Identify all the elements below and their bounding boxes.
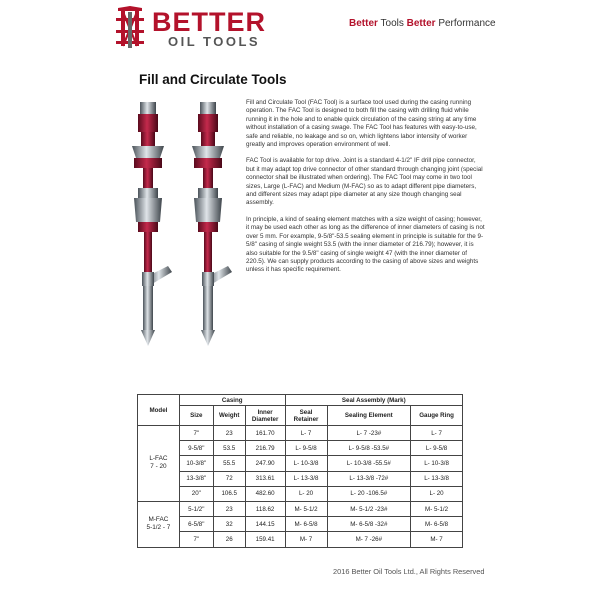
table-row [138, 441, 463, 456]
header-gauge-ring: Gauge Ring [411, 406, 463, 426]
cell-sealing-element: M- 7 -26# [327, 532, 411, 547]
table-subheader-row [138, 406, 463, 426]
cell-gauge-ring: M- 6-5/8 [411, 517, 463, 532]
cell-weight: 72 [213, 471, 245, 486]
cell-sealing-element: L- 9-5/8 -53.5# [327, 441, 411, 456]
cell-inner-diameter: 118.62 [245, 501, 285, 516]
header-size: Size [179, 406, 213, 426]
cell-sealing-element: M- 5-1/2 -23# [327, 501, 411, 516]
table-row [138, 501, 463, 516]
cell-seal-retainer: L- 10-3/8 [285, 456, 327, 471]
cell-inner-diameter: 482.60 [245, 486, 285, 501]
cell-gauge-ring: M- 7 [411, 532, 463, 547]
derrick-logo-icon [112, 6, 148, 50]
cell-size: 6-5/8" [179, 517, 213, 532]
header-inner-diameter: Inner Diameter [245, 406, 285, 426]
header-seal-assembly: Seal Assembly (Mark) [285, 395, 462, 406]
cell-weight: 23 [213, 501, 245, 516]
logo-better-text: BETTER [152, 7, 266, 37]
model-range: 5-1/2 - 7 [146, 524, 171, 532]
tagline-performance: Performance [435, 18, 496, 29]
cell-size: 10-3/8" [179, 456, 213, 471]
tagline-better-2: Better [406, 18, 436, 29]
cell-seal-retainer: M- 5-1/2 [285, 501, 327, 516]
cell-weight: 106.5 [213, 486, 245, 501]
copyright-footer: 2016 Better Oil Tools Ltd., All Rights Reserved [333, 567, 485, 576]
cell-sealing-element: L- 10-3/8 -55.5# [327, 456, 411, 471]
cell-weight: 32 [213, 517, 245, 532]
cell-seal-retainer: L- 7 [285, 426, 327, 441]
tagline [349, 18, 496, 29]
table-row [138, 486, 463, 501]
cell-weight: 55.5 [213, 456, 245, 471]
cell-gauge-ring: L- 7 [411, 426, 463, 441]
cell-seal-retainer: L- 20 [285, 486, 327, 501]
header-sealing-element: Sealing Element [327, 406, 411, 426]
fac-tool-left [132, 102, 172, 346]
table-row [138, 456, 463, 471]
cell-size: 7" [179, 532, 213, 547]
paragraph-availability: FAC Tool is available for top drive. Joint is a standard 4-1/2" IF drill pipe connector, but it may adapt top drive connector of other standard through changing joint (special connector shall be illustrated when ordering). The FAC Tool may come in two tool sizes, Large (L-FAC) and Medium (M-FAC) so as to adapt different pipe diameters, and different sizes may adapt pipe diameter at any size though changing seal assembly. [246, 157, 483, 207]
cell-gauge-ring: L- 20 [411, 486, 463, 501]
cell-gauge-ring: M- 5-1/2 [411, 501, 463, 516]
cell-inner-diameter: 313.61 [245, 471, 285, 486]
spec-table [137, 394, 463, 548]
cell-weight: 26 [213, 532, 245, 547]
table-row [138, 532, 463, 547]
cell-seal-retainer: L- 9-5/8 [285, 441, 327, 456]
fac-tool-right [192, 102, 232, 346]
cell-inner-diameter: 144.15 [245, 517, 285, 532]
model-cell-l-fac [138, 426, 180, 502]
company-logo [112, 6, 282, 50]
paragraph-sealing: In principle, a kind of sealing element matches with a size weight of casing; however, it may be used each other as long as the difference of inner diameters of casing is not over 5 mm. For example, 9-5/8"-53.5 sealing element in principle is suitable for the 9-5/8" casing of single weight 53.5 (with the inner diameter of 216.79); however, it is also suitable for the 9.5/8" casing of single weight 47 (with the inner diameter of 220.5). We can supply products according to the casing of above sizes and weights unless it has specific requirement. [246, 215, 485, 274]
model-cell-m-fac [138, 501, 180, 547]
cell-sealing-element: M- 6-5/8 -32# [327, 517, 411, 532]
table-row [138, 517, 463, 532]
cell-size: 7" [179, 426, 213, 441]
cell-inner-diameter: 247.90 [245, 456, 285, 471]
cell-weight: 53.5 [213, 441, 245, 456]
header-model: Model [138, 395, 180, 426]
cell-size: 13-3/8" [179, 471, 213, 486]
cell-size: 5-1/2" [179, 501, 213, 516]
header-casing: Casing [179, 395, 285, 406]
header-weight: Weight [213, 406, 245, 426]
model-range: 7 - 20 [150, 463, 167, 471]
model-name: M-FAC [148, 516, 169, 524]
header-seal-retainer: Seal Retainer [285, 406, 327, 426]
cell-gauge-ring: L- 13-3/8 [411, 471, 463, 486]
cell-seal-retainer: M- 6-5/8 [285, 517, 327, 532]
model-name: L-FAC [149, 455, 168, 463]
fac-tools-illustration [118, 100, 238, 350]
page-title: Fill and Circulate Tools [139, 72, 287, 87]
table-row [138, 426, 463, 441]
cell-inner-diameter: 159.41 [245, 532, 285, 547]
cell-seal-retainer: M- 7 [285, 532, 327, 547]
cell-size: 20" [179, 486, 213, 501]
cell-seal-retainer: L- 13-3/8 [285, 471, 327, 486]
cell-size: 9-5/8" [179, 441, 213, 456]
cell-inner-diameter: 161.70 [245, 426, 285, 441]
tagline-tools: Tools [377, 18, 407, 29]
table-header-row [138, 395, 463, 406]
cell-sealing-element: L- 20 -106.5# [327, 486, 411, 501]
tagline-better-1: Better [349, 18, 378, 29]
table-row [138, 471, 463, 486]
cell-inner-diameter: 216.79 [245, 441, 285, 456]
description-text [246, 99, 486, 283]
cell-gauge-ring: L- 9-5/8 [411, 441, 463, 456]
cell-weight: 23 [213, 426, 245, 441]
cell-sealing-element: L- 13-3/8 -72# [327, 471, 411, 486]
logo-oil-tools-text: OIL TOOLS [168, 34, 261, 49]
paragraph-intro: Fill and Circulate Tool (FAC Tool) is a surface tool used during the casing running operation. The FAC Tool is designed to both fill the casing with drilling fluid while running it in the hole and to enable quick circulation of the casing string at any time without installation of a casing swage. The FAC Tool has features with easy-to-use, safe and reliable, no leakage and so on, which lightens labor intensity of worker greatly and improves operation environment of well. [246, 99, 477, 149]
cell-gauge-ring: L- 10-3/8 [411, 456, 463, 471]
cell-sealing-element: L- 7 -23# [327, 426, 411, 441]
